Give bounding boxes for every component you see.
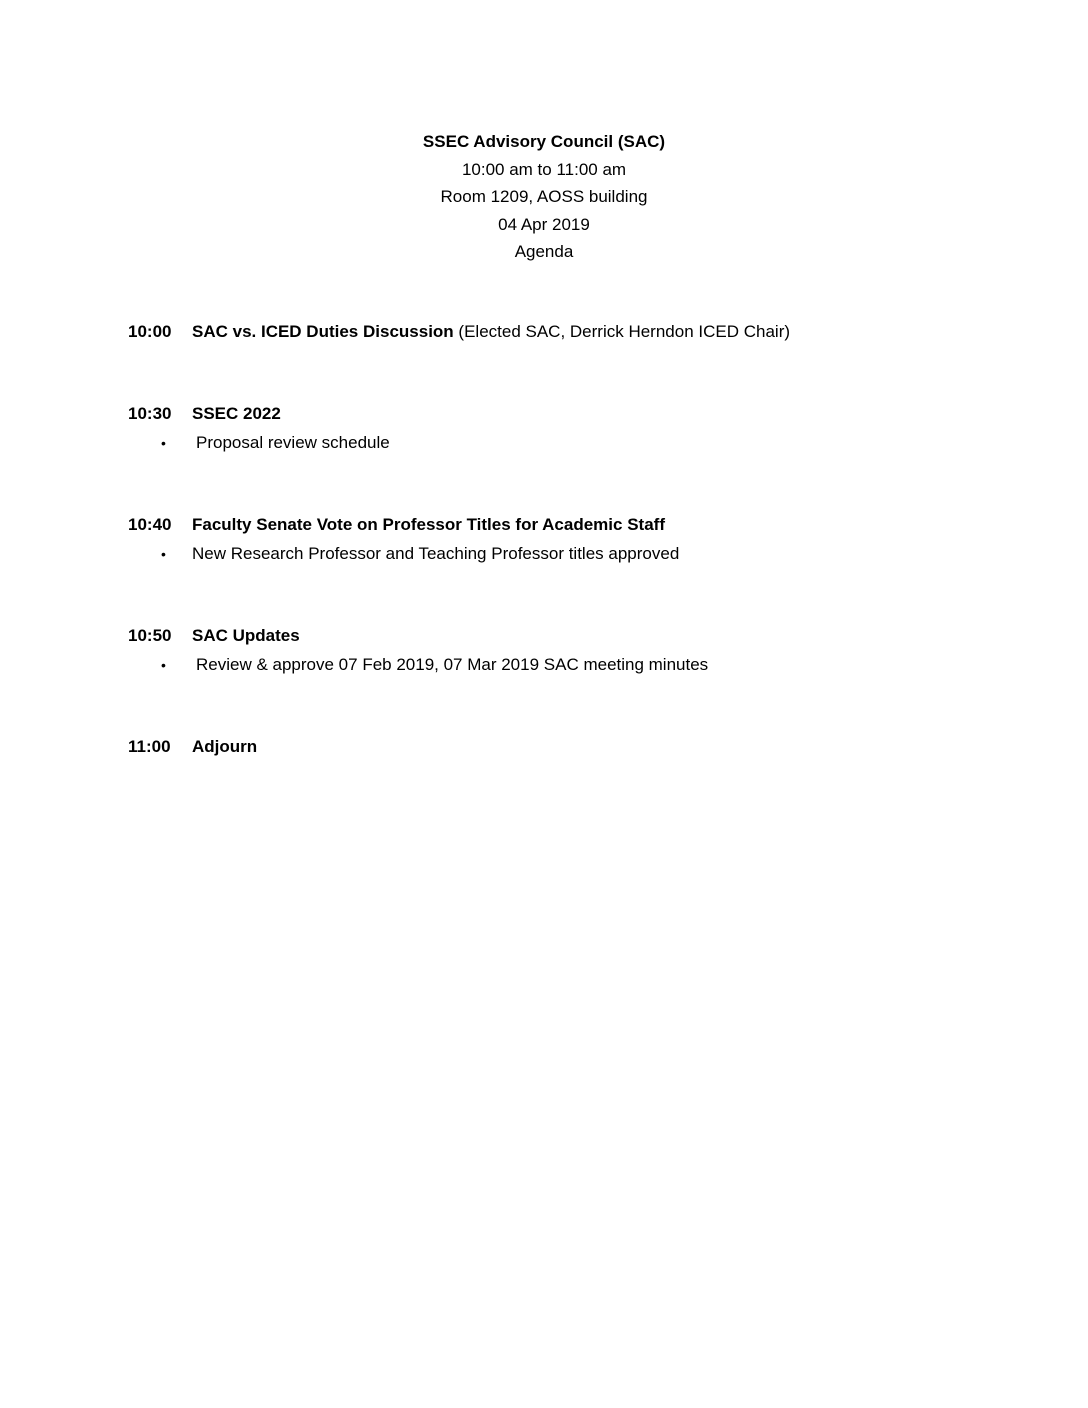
item-title: Faculty Senate Vote on Professor Titles for Academic Staff	[192, 515, 665, 534]
meeting-time: 10:00 am to 11:00 am	[461, 159, 627, 179]
agenda-item	[128, 735, 1028, 759]
agenda-header	[0, 128, 1088, 266]
item-time: 11:00	[128, 737, 171, 756]
agenda-item	[128, 320, 1028, 344]
item-time: 10:40	[128, 515, 172, 534]
item-title: Adjourn	[192, 737, 258, 756]
list-item	[128, 653, 1028, 677]
bullet-text: Proposal review schedule	[196, 433, 390, 452]
item-time: 10:00	[128, 322, 172, 341]
bullet-text: Review & approve 07 Feb 2019, 07 Mar 2019 SAC meeting minutes	[196, 655, 709, 674]
agenda-item	[128, 624, 1028, 677]
item-note: (Elected SAC, Derrick Herndon ICED Chair)	[453, 322, 791, 341]
list-item	[128, 431, 1028, 455]
meeting-location: Room 1209, AOSS building	[440, 187, 648, 206]
bullet-text: New Research Professor and Teaching Professor titles approved	[192, 544, 680, 563]
meeting-date: 04 Apr 2019	[498, 214, 590, 234]
agenda-item	[128, 513, 1028, 566]
council-title: SSEC Advisory Council (SAC)	[422, 132, 666, 151]
item-title: SAC vs. ICED Duties Discussion	[192, 322, 454, 341]
bullet-icon: •	[161, 435, 166, 451]
list-item	[128, 542, 1028, 566]
agenda-item	[128, 402, 1028, 455]
item-time: 10:30	[128, 404, 172, 423]
item-title: SAC Updates	[192, 626, 300, 645]
item-title: SSEC 2022	[192, 404, 281, 423]
item-time: 10:50	[128, 626, 172, 645]
agenda-label: Agenda	[514, 242, 574, 261]
bullet-icon: •	[161, 657, 166, 673]
bullet-icon: •	[161, 546, 166, 562]
